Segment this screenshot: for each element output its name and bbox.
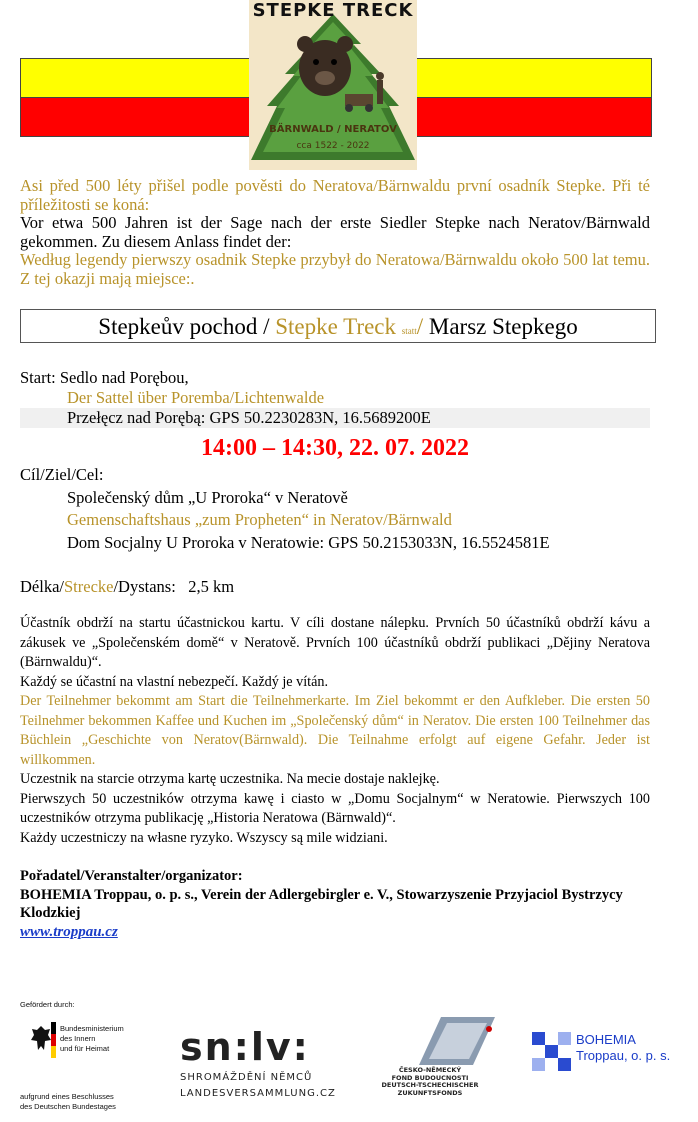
organizer-names: BOHEMIA Troppau, o. p. s., Verein der Adlergebirgler e. V., Stowarzyszenie Przyjaciol Bystrzycy Klodzkiej xyxy=(20,886,623,921)
info-german: Der Teilnehmer bekommt am Start die Teilnehmerkarte. Im Ziel bekommt er den Aufkleber. Die ersten 50 Teilnehmer bekommen Kaffee und Kuchen im „Společenský dům“ in Neratov. Die ersten 100 Teilnehmer das Büchlein „Geschichte von Neratov(Bärnwald). Die Teilnahme erfolgt auf eigene Gefahr. Jeder ist willkommen. xyxy=(20,693,650,768)
title-slash: / xyxy=(416,314,429,339)
flag-stripe-red xyxy=(51,1034,56,1046)
start-label: Start: Sedlo nad Porębou, xyxy=(20,368,189,387)
funded-by-label: Gefördert durch: xyxy=(20,1000,75,1009)
intro-text xyxy=(20,177,650,288)
goal-german: Gemenschaftshaus „zum Propheten“ in Neratov/Bärnwald xyxy=(67,510,452,529)
participant-info xyxy=(20,614,650,848)
info-polish-3: Każdy uczestniczy na własne ryzyko. Wszyscy są mile widziani. xyxy=(20,829,388,846)
start-german: Der Sattel über Poremba/Lichtenwalde xyxy=(67,388,325,407)
flag-stripe-gold xyxy=(51,1046,56,1058)
ministry-line-1: Bundesministerium xyxy=(60,1024,124,1033)
title-german: Stepke Treck xyxy=(275,314,396,339)
title-statt: statt xyxy=(401,326,417,336)
bohemia-grid-icon xyxy=(532,1032,572,1072)
zukunftsfonds-logo xyxy=(375,1015,505,1107)
length-german: Strecke xyxy=(63,577,114,596)
organizer-label: Pořadatel/Veranstalter/organizator: xyxy=(20,868,243,884)
start-polish: Przełęcz nad Porębą: GPS 50.2230283N, 16.5689200E xyxy=(20,408,650,428)
goal-polish: Dom Socjalny U Proroka v Neratowie: GPS 50.2153033N, 16.5524581E xyxy=(67,533,550,552)
logo-subtitle: BÄRNWALD / NERATOV xyxy=(269,124,397,135)
snlv-wordmark: sn:lv: xyxy=(180,1025,310,1069)
info-polish-1: Uczestnik na starcie otrzyma kartę uczestnika. Na mecie dostaje naklejkę. xyxy=(20,771,440,787)
stepke-treck-logo xyxy=(249,0,417,170)
length-czech: Délka/ xyxy=(20,577,64,596)
federal-eagle-icon xyxy=(30,1024,52,1054)
title-czech: Stepkeův pochod / xyxy=(98,314,276,339)
bundestag-line-2: des Deutschen Bundestages xyxy=(20,1101,116,1111)
route-length xyxy=(20,577,234,597)
fond-line-1: ČESKO-NĚMECKÝ xyxy=(398,1066,462,1074)
flag-stripe-black xyxy=(51,1022,56,1034)
snlv-line-1: SHROMÁŽDĚNÍ NĚMCŮ xyxy=(180,1072,313,1083)
length-value: 2,5 km xyxy=(188,577,235,596)
fond-line-2: FOND BUDOUCNOSTI xyxy=(391,1073,469,1082)
logo-title: STEPKE TRECK xyxy=(252,0,414,21)
troppau-link[interactable]: www.troppau.cz xyxy=(20,923,118,940)
info-polish-2: Pierwszych 50 uczestników otrzyma kawę i ciasto w „Domu Socjalnym“ w Neratowie. Pierwszych 100 uczestników otrzyma publikację „Historia Neratowa (Bärnwald)“. xyxy=(20,790,650,826)
goal-czech: Společenský dům „U Proroka“ v Neratově xyxy=(67,488,348,507)
intro-polish: Według legendy pierwszy osadnik Stepke przybył do Neratowa/Bärnwaldu około 500 lat temu. Z tej okazji mają miejsce:. xyxy=(20,250,650,288)
length-polish: /Dystans: xyxy=(113,577,176,596)
intro-german: Vor etwa 500 Jahren ist der Sage nach der erste Siedler Stepke nach Neratov/Bärnwald gekommen. Zu diesem Anlass findet der: xyxy=(20,213,650,251)
bundestag-line-1: aufgrund eines Beschlusses xyxy=(20,1092,114,1101)
goal-label: Cíl/Ziel/Cel: xyxy=(20,465,104,484)
fond-emblem-icon xyxy=(417,1015,497,1067)
bohemia-line-1: BOHEMIA xyxy=(576,1032,636,1047)
ministry-line-3: und für Heimat xyxy=(60,1044,110,1053)
info-czech-1: Účastník obdrží na startu účastnickou kartu. V cíli dostane nálepku. Prvních 50 účastníků obdrží kávu a zákusek ve „Společenském domě“ v Neratově. Prvních 100 účastníků obdrží publikaci „Dějiny Neratova (Bärnwaldu)“. xyxy=(20,615,650,670)
intro-czech: Asi před 500 léty přišel podle pověsti do Neratova/Bärnwaldu první osadník Stepke. Při té příležitosti se koná: xyxy=(20,176,650,214)
bundestag-note xyxy=(20,1092,116,1111)
organizer-block xyxy=(20,867,650,941)
event-title-box xyxy=(20,309,656,343)
ministry-name xyxy=(60,1024,124,1054)
ministry-logo xyxy=(20,1022,150,1112)
info-czech-2: Každý se účastní na vlastní nebezpečí. Každý je vítán. xyxy=(20,673,329,690)
bohemia-name xyxy=(576,1032,670,1064)
bohemia-line-2: Troppau, o. p. s. xyxy=(576,1048,671,1063)
fond-line-3: DEUTSCH-TSCHECHISCHER xyxy=(381,1081,479,1089)
bohemia-logo xyxy=(532,1032,692,1076)
snlv-logo xyxy=(180,1022,350,1106)
fond-text xyxy=(375,1067,485,1097)
event-time: 14:00 – 14:30, 22. 07. 2022 xyxy=(201,435,469,461)
title-polish: Marsz Stepkego xyxy=(428,314,578,339)
snlv-line-2: LANDESVERSAMMLUNG.CZ xyxy=(180,1088,336,1099)
ministry-line-2: des Innern xyxy=(60,1034,96,1043)
logo-years: cca 1522 - 2022 xyxy=(296,141,370,151)
fond-line-4: ZUKUNFTSFONDS xyxy=(397,1088,463,1097)
